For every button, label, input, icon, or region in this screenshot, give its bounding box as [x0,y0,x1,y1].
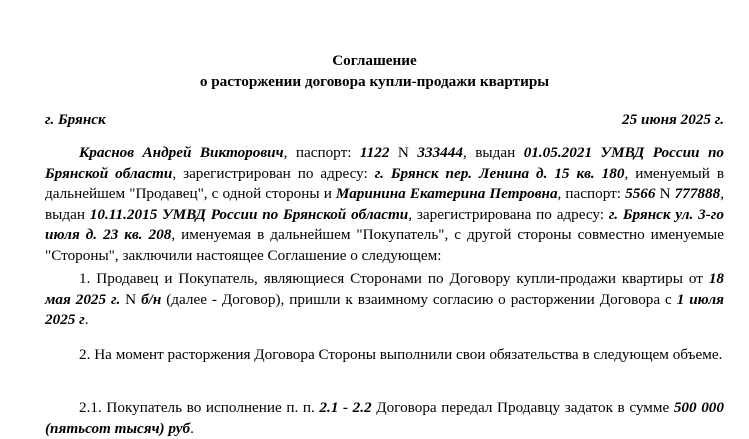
seller-name: Краснов Андрей Викторович [79,144,284,161]
text-run: , выдан [45,185,724,223]
document-title: Соглашение [332,52,417,69]
buyer-name: Маринина Екатерина Петровна [335,185,558,202]
signing-date: 25 июня 2025 г. [622,111,724,128]
text-run: 2.1. Покупатель во исполнение п. п. [79,399,320,416]
text-run: , именуемая в дальнейшем "Покупатель", с другой стороны совместно именуемые "Стороны", заключили настоящее Соглашение о следующем: [45,226,724,264]
text-run: N [120,290,142,308]
text-run: , именуемый в дальнейшем "Продавец", с одной стороны и [45,164,724,202]
text-run: , зарегистрирована по адресу: [408,205,609,223]
deposit-amount: 500 000 (пятьсот тысяч) руб [45,399,724,437]
seller-passport-issued: 01.05.2021 УМВД России по Брянской области [45,144,724,182]
seller-address: г. Брянск пер. Ленина д. 15 кв. 180 [374,164,625,182]
clause-references: 2.1 - 2.2 [319,399,372,416]
contract-date: 18 мая 2025 г. [45,270,724,308]
text-run: 1. Продавец и Покупатель, являющиеся Сторонами по Договору купли-продажи квартиры от [79,270,709,287]
text-run: , паспорт: [283,144,360,161]
clause-2-1 [45,398,724,439]
text-run: , выдан [462,144,524,161]
buyer-address: г. Брянск ул. 3-го июля д. 23 кв. 208 [45,205,724,243]
seller-passport-number: 333444 [417,144,463,161]
text-run: N [655,185,675,202]
clause-1 [45,269,724,331]
buyer-passport-number: 777888 [674,185,721,202]
parties-paragraph [45,143,724,266]
document-subtitle: о расторжении договора купли-продажи квартиры [199,72,550,90]
seller-passport-series: 1122 [359,144,390,161]
text-run: . [190,419,194,437]
text-run: , зарегистрирован по адресу: [172,164,375,182]
text-run: Договора передал Продавцу задаток в сумме [371,399,674,416]
buyer-passport-series: 5566 [625,185,656,202]
text-run: , паспорт: [557,185,626,202]
text-run: N [389,144,418,161]
text-run: . [84,311,89,328]
clause-2: 2. На момент расторжения Договора Стороны выполнили свои обязательства в следующем объеме. [79,346,723,363]
place-of-signing: г. Брянск [45,111,106,128]
buyer-passport-issued: 10.11.2015 УМВД России по Брянской области [89,205,409,223]
contract-number: б/н [141,290,162,308]
text-run: (далее - Договор), пришли к взаимному согласию о расторжении Договора с [161,290,677,308]
termination-date: 1 июля 2025 г [45,290,725,328]
